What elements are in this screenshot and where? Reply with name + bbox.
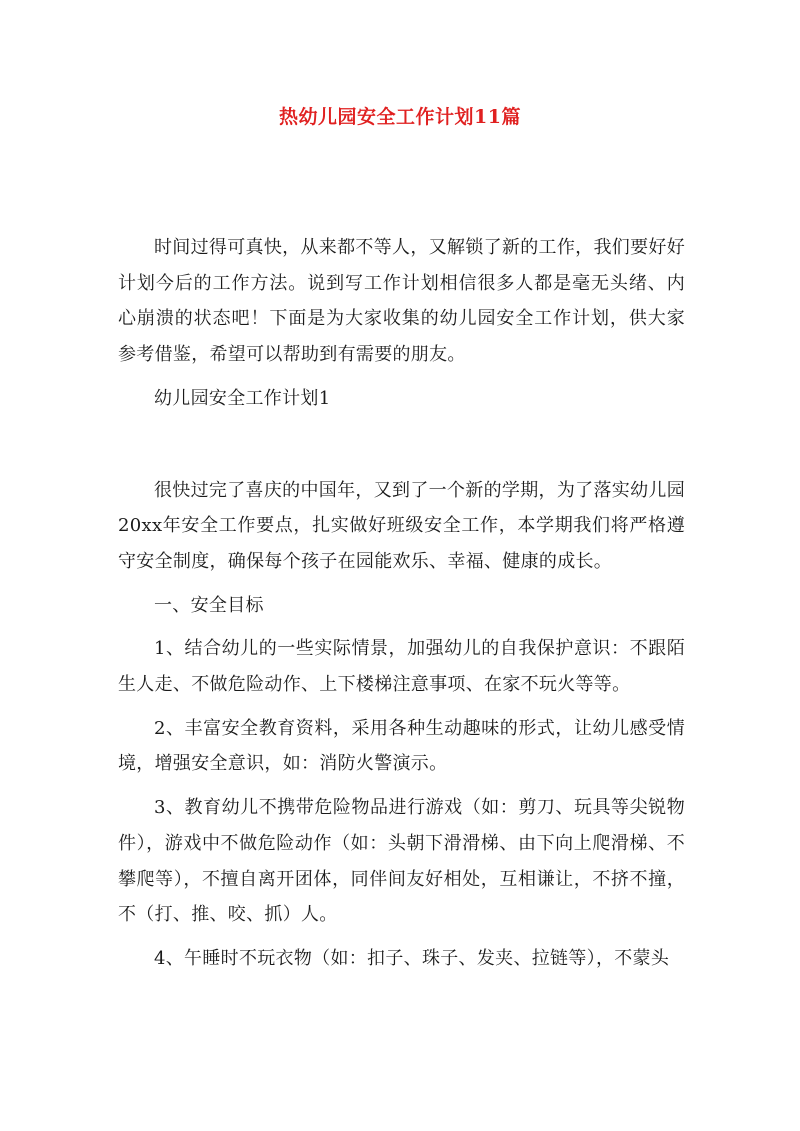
list-item: 3、教育幼儿不携带危险物品进行游戏（如：剪刀、玩具等尖锐物件），游戏中不做危险动作（如：头朝下滑滑梯、由下向上爬滑梯、不攀爬等），不擅自离开团体，同伴间友好相处，互相谦让，不挤不撞，不（打、推、咬、抓）人。	[118, 797, 685, 926]
list-item: 4、午睡时不玩衣物（如：扣子、珠子、发夹、拉链等），不蒙头	[154, 947, 670, 969]
document-title: 热幼儿园安全工作计划11篇	[279, 106, 521, 128]
document-body	[118, 230, 685, 977]
section-title: 幼儿园安全工作计划1	[154, 387, 331, 409]
intro-paragraph: 时间过得可真快，从来都不等人，又解锁了新的工作，我们要好好计划今后的工作方法。说到写工作计划相信很多人都是毫无头绪、内心崩溃的状态吧！下面是为大家收集的幼儿园安全工作计划，供大家参考借鉴，希望可以帮助到有需要的朋友。	[118, 237, 685, 366]
section-intro-paragraph: 很快过完了喜庆的中国年，又到了一个新的学期，为了落实幼儿园20xx年安全工作要点，扎实做好班级安全工作，本学期我们将严格遵守安全制度，确保每个孩子在园能欢乐、幸福、健康的成长。	[118, 479, 685, 572]
list-item: 2、丰富安全教育资料，采用各种生动趣味的形式，让幼儿感受情境，增强安全意识，如：消防火警演示。	[118, 717, 685, 775]
list-item: 1、结合幼儿的一些实际情景，加强幼儿的自我保护意识：不跟陌生人走、不做危险动作、上下楼梯注意事项、在家不玩火等等。	[118, 638, 685, 696]
goal-heading: 一、安全目标	[154, 594, 264, 616]
